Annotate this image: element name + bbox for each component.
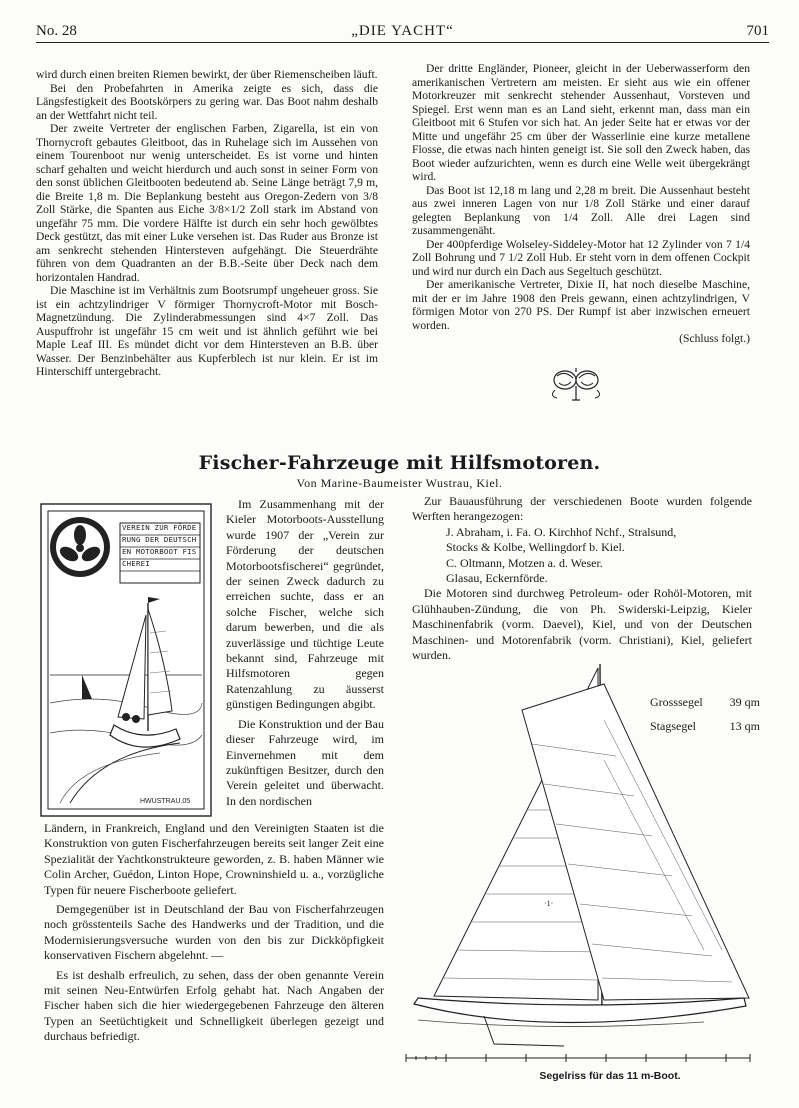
paragraph: Demgegenüber ist in Deutschland der Bau von Fischerfahrzeugen noch grösstenteils Sache des Handwerks und der Tradition, und die Modernisierungsversuche wurden von den bis zur Dickköpfigkeit konservativen Fischern abgelehnt. — (44, 902, 384, 963)
article-intro-column (226, 497, 384, 809)
poster-signature: HWUSTRAU.05 (140, 798, 191, 805)
paragraph: Der amerikanische Vertreter, Dixie II, hat noch dieselbe Maschine, mit der er im Jahre 1908 den Preis gewann, einen achtzylindrigen, V förmigen Motor von 270 PS. Der Rumpf ist aber inzwischen erneuert worden. (412, 278, 750, 332)
paragraph: Zur Bauausführung der verschiedenen Boote wurden folgende Werften herangezogen: (412, 494, 752, 524)
grosssegel-row (650, 695, 760, 710)
grosssegel-label: Grosssegel (650, 695, 703, 709)
grosssegel-area: 39 qm (729, 695, 760, 709)
verein-poster-illustration (40, 503, 212, 817)
stagsegel-row (650, 719, 760, 734)
paragraph: Der dritte Engländer, Pioneer, gleicht in der Ueberwasserform den amerikanischen Vertretern am meisten. Er sieht aus wie ein offener Motorkreuzer mit senkrecht stehender Aussenhaut, Vorsteven und Spiegel. Erst wenn man es an Land sieht, erkennt man, dass man ein Gleitboot mit 6 Stufen vor sich hat. An jeder Seite hat er etwas vor der Mitte und ungefähr 25 cm über der Wasserlinie eine kurze metallene Flosse, die etwas nach hinten geneigt ist. Sie soll den Zweck haben, das Boot wieder aufzurichten, wenn es durch eine Welle weit übergekrängt wird. (412, 62, 750, 183)
page-number: 701 (746, 23, 769, 39)
figure-caption: Segelriss für das 11 m-Boot. (539, 1070, 681, 1082)
paragraph: Der 400pferdige Wolseley-Siddeley-Motor hat 12 Zylinder von 7 1/4 Zoll Bohrung und 7 1/2 Zoll Hub. Er steht vorn in dem offenen Cockpit und wird nur durch ein Dach aus Segeltuch geschützt. (412, 237, 750, 278)
paragraph: Die Konstruktion und der Bau dieser Fahrzeuge wird, im Einvernehmen mit dem zukünftigen Besitzer, durch den Verein geleitet und überwacht. In den nordischen (226, 716, 384, 808)
shipyard-item: J. Abraham, i. Fa. O. Kirchhof Nchf., Stralsund, (446, 524, 677, 539)
issue-number: No. 28 (36, 23, 77, 39)
column-right (412, 62, 750, 346)
paragraph: Ländern, in Frankreich, England und den Vereinigten Staaten ist die Konstruktion von guten Fischerfahrzeugen bereits seit langer Zeit eine Spezialität der Yachtkonstrukteure geworden, z. B. haben Männer wie Colin Archer, Guédon, Linton Hope, Crowninshield u. a., vorzügliche Typen für neuere Fischerboote geliefert. (44, 821, 384, 897)
paragraph: Die Motoren sind durchweg Petroleum- oder Rohöl-Motoren, mit Glühhauben-Zündung, die von Ph. Swiderski-Leipzig, Kieler Maschinenfabrik (vorm. Daevel), Kiel, und von der Deutschen Maschinen- und Motorenfabrik (vorm. Christiani), Kiel, geliefert wurden. (412, 586, 752, 663)
column-left (36, 68, 378, 379)
shipyard-item: Glasau, Eckernförde. (446, 571, 548, 586)
paragraph: Die Maschine ist im Verhältnis zum Bootsrumpf ungeheuer gross. Sie ist ein achtzylindriger V förmiger Thornycroft-Motor mit Bosch-Magnetzündung. Die Zylinderabmessungen sind 4×7 Zoll. Das Auspuffrohr ist ungefähr 15 cm weit und ist ähnlich geführt wie bei Maple Leaf III. Es mündet dicht vor dem Hintersteven an B.B. über Wasser. Der Benzinbehälter aus Kupferblech ist nur klein. Er ist im Hinterschiff untergebracht. (36, 284, 378, 378)
poster-banner-text: VEREIN ZUR FÖRDERUNG DER DEUTSCHEN MOTORBOOT FISCHEREI (122, 523, 197, 568)
article-title: Fischer-Fahrzeuge mit Hilfsmotoren. (198, 452, 601, 474)
journal-title: „DIE YACHT“ (351, 23, 454, 39)
paragraph: wird durch einen breiten Riemen bewirkt, der über Riemenscheiben läuft. (36, 68, 378, 81)
decorative-vignette-icon (545, 366, 607, 406)
shipyard-item: Stocks & Kolbe, Wellingdorf b. Kiel. (446, 540, 625, 555)
continuation-note: (Schluss folgt.) (679, 332, 750, 345)
stagsegel-area: 13 qm (729, 719, 760, 733)
paragraph: Das Boot ist 12,18 m lang und 2,28 m breit. Die Aussenhaut besteht aus zwei inneren Lagen von nur 1/8 Zoll Stärke und einer darauf gelegten Beplankung von 1/4 Zoll. Alle drei Lagen sind zusammengenäht. (412, 183, 750, 237)
paragraph: Der zweite Vertreter der englischen Farben, Zigarella, ist ein von Thornycroft gebautes Gleitboot, das in Ruhelage sich im Aussehen von einem Tourenboot nur wenig unterscheidet. Es ist vorne und hinten scharf gehalten und weicht hierdurch und auch sonst in seiner Form von den sonst üblichen Gleitbooten bedeutend ab. Seine Länge beträgt 7,9 m, die Breite 1,8 m. Die Beplankung besteht aus Oregon-Zedern von 3/8 Zoll Stärke, die Spanten aus Eiche 3/8×1/2 Zoll stark im Abstand von ungefähr 75 mm. Die vordere Hälfte ist durch ein sehr hoch gewölbtes Deck gestützt, das mit einer Luke versehen ist. Das Ruder aus Bronze ist am senkrecht stehenden Hintersteven aufgehängt. Die Steuerdrähte führen von dem Quadranten an der B.B.-Seite über Deck nach dem horizontalen Handrad. (36, 122, 378, 284)
svg-text:·1·: ·1· (544, 899, 554, 908)
header-rule (36, 42, 769, 43)
scale-bar (404, 1048, 754, 1066)
paragraph: Es ist deshalb erfreulich, zu sehen, dass der oben genannte Verein mit seinen Neu-Entwürfen Erfolg gehabt hat. Nach Angaben der Fischer haben sich die hier wiedergegebenen Fahrzeuge den älteren Typen an Seetüchtigkeit und Schnelligkeit überlegen gezeigt und durchaus befriedigt. (44, 967, 384, 1044)
article-body-left (44, 821, 384, 1045)
paragraph: Im Zusammenhang mit der Kieler Motorboots-Ausstellung wurde 1907 der „Verein zur Förderung der deutschen Motorbootsfischerei“ gegründet, der seinen Zweck dadurch zu erreichen suchte, dass er an solche Fischer, welche sich darum bewerben, und die als zuverlässige und tüchtige Leute bekannt sind, Fahrzeuge mit Hilfsmotoren gegen Ratenzahlung zu äusserst günstigen Bedingungen abgibt. (226, 497, 384, 712)
paragraph: Bei den Probefahrten in Amerika zeigte es sich, dass die Längsfestigkeit des Bootskörpers zu gering war. Das Boot nahm deshalb an der Wettfahrt nicht teil. (36, 81, 378, 122)
stagsegel-label: Stagsegel (650, 719, 696, 733)
article-author: Von Marine-Baumeister Wustrau, Kiel. (296, 476, 503, 490)
shipyard-item: C. Oltmann, Motzen a. d. Weser. (446, 555, 603, 570)
article-body-right (412, 494, 752, 663)
running-header (36, 16, 769, 40)
